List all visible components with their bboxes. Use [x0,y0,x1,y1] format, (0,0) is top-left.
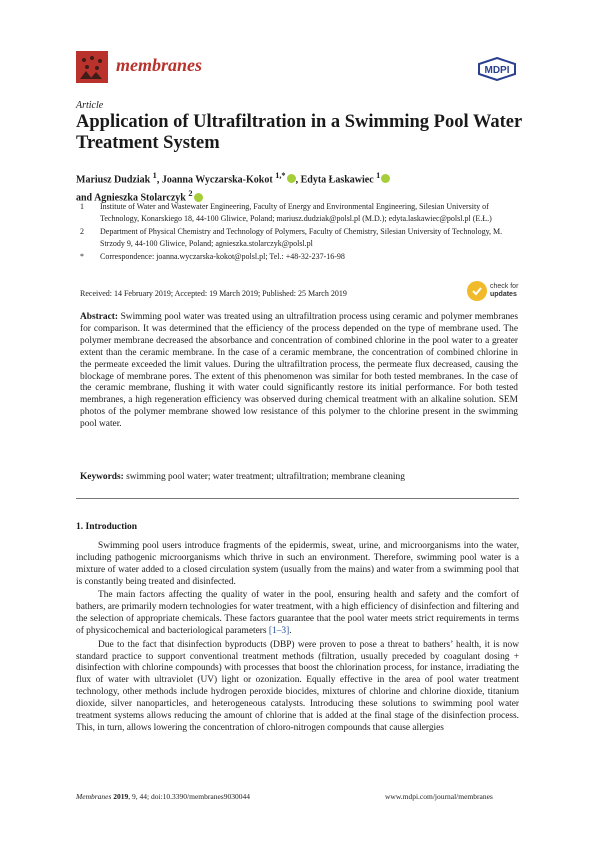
affiliation-mark: 2 [80,227,84,236]
paragraph: Due to the fact that disinfection byproducts (DBP) were proven to pose a threat to bathers’ health, it is now standard practice to support conventional treatment methods (filtration, usually preceded by coagulant dosing + disinfection with chlorine compounds) with processes that boost the chlorination process, for instance, irradiating the flux of water with ultraviolet (UV) light or ozonization. Equally effective in the area of pool water treatment technology, other methods include hydrogen peroxide biocides, mixtures of chlorine and chlorine dioxide, titanium dioxide, silver nanoparticles, and heterogeneous catalysts. Introducing these solutions to swimming pool water treatment systems allows reducing the amount of chlorine that is added at the final stage of the disinfection process. This, in turn, allows lowering the concentration of chloro-nitrogen compounds that cause allergies [76,639,519,733]
abstract-text: Swimming pool water was treated using an ultrafiltration process using ceramic and polymer membranes for comparison. It was determined that the efficiency of the process depended on the type of membrane used. The polymer membrane decreased the absorbance and concentration of combined chlorine in the pool water to a greater extent than the ceramic membrane. In the case of a ceramic membrane, the concentration of combined chlorine in the permeate exceeded the limit values. During the ultrafiltration process, the permeate flux decreased, causing the blockage of membrane pores. The extent of this phenomenon was similar for both tested membranes. In the case of the ceramic membrane, flushing it with water could significantly restore its initial performance. For both tested membranes, a high regeneration efficiency was observed during chemical treatment with an alkaline solution. SEM photos of the polymer membrane showed low resistance of this polymer to the chlorine present in the swimming pool water. [80,312,518,430]
paragraph: Swimming pool users introduce fragments of the epidermis, sweat, urine, and microorganisms into the water, including pathogenic microorganisms which thrive in such an environment. Therefore, swimming pool water is a mixture of water added to a closed circulation system (usually from the mains) and water from a swimming pool that is constantly being treated and disinfected. [76,541,519,587]
check-updates-label: updates [490,291,517,298]
citation-footer [76,792,250,801]
keywords-label: Keywords: [80,472,124,482]
publisher-name: MDPI [484,65,510,76]
footer-journal: Membranes [76,792,112,801]
check-for-updates-button[interactable] [467,280,537,302]
author-affiliation-mark: 1,* [275,171,286,180]
author-conjunction: and [76,192,93,204]
affiliation-text: Institute of Water and Wastewater Engineering, Faculty of Energy and Environmental Engineering, Silesian University of Technology, Konarskiego 18, 44-100 Gliwice, Poland; mariusz.dudziak@polsl.pl (M.D.); edyta.laskawiec@polsl.pl (E.Ł.) [100,202,492,223]
keywords [80,472,518,482]
affiliation-mark: * [80,252,84,261]
journal-logo [76,51,108,83]
author-affiliation-mark: 1 [152,171,157,180]
check-updates-icon [467,281,487,301]
author-name[interactable]: Agnieszka Stolarczyk [94,192,186,204]
publication-dates: Received: 14 February 2019; Accepted: 19 March 2019; Published: 25 March 2019 [80,289,347,298]
affiliation-text: Department of Physical Chemistry and Technology of Polymers, Faculty of Chemistry, Silesian University of Technology, M. Strzody 9, 44-100 Gliwice, Poland; agnieszka.stolarczyk@polsl.pl [100,227,503,248]
section-heading: 1. Introduction [76,522,138,532]
author-affiliation-mark: 2 [188,189,193,199]
author-list: Mariusz Dudziak $^1$, Joanna Wyczarska-Kokot $^{1,*}$ , Edyta Łaskawiec $^1$ and Agnieszka Stolarczyk $^2$ [76,169,536,206]
affiliation-item [76,251,528,263]
abstract-label: Abstract: [80,312,119,322]
footer-year: 2019 [113,792,129,801]
author-name[interactable]: Mariusz Dudziak [76,174,151,186]
footer-citation: , 9, 44; doi:10.3390/membranes9030044 [128,792,250,801]
article-title: Application of Ultrafiltration in a Swimming Pool Water Treatment System [76,112,522,153]
divider [76,498,519,499]
author-name[interactable]: Joanna Wyczarska-Kokot [161,174,273,186]
affiliation-text: Correspondence: joanna.wyczarska-kokot@polsl.pl; Tel.: +48-32-237-16-98 [100,252,345,261]
affiliations [76,201,528,265]
orcid-icon[interactable] [287,174,296,183]
abstract [80,312,518,431]
paragraph [76,590,519,637]
citation-link[interactable]: [1–3] [268,625,290,636]
author-affiliation-mark: 1 [376,171,381,180]
affiliation-mark: 1 [80,202,84,211]
affiliation-item [76,226,528,249]
journal-name: membranes [116,55,203,75]
section-body [76,541,519,737]
affiliation-item [76,201,528,224]
paragraph-end: . [289,625,292,636]
journal-url[interactable]: www.mdpi.com/journal/membranes [385,792,493,801]
orcid-icon[interactable] [381,174,390,183]
author-name[interactable]: Edyta Łaskawiec [300,174,374,186]
paragraph-text: The main factors affecting the quality of water in the pool, ensuring health and safety and the comfort of bathers, are primarily modern technologies for water treatment, with a high efficiency of disinfection and filtering and the selection of appropriate chemicals. These factors guarantee that the pool water meets strict requirements in terms of physicochemical and bacteriological parameters [76,590,519,636]
mdpi-logo[interactable] [477,57,517,86]
article-type: Article [76,100,104,111]
keywords-text: swimming pool water; water treatment; ultrafiltration; membrane cleaning [126,472,405,482]
check-updates-label: check for [490,283,519,290]
